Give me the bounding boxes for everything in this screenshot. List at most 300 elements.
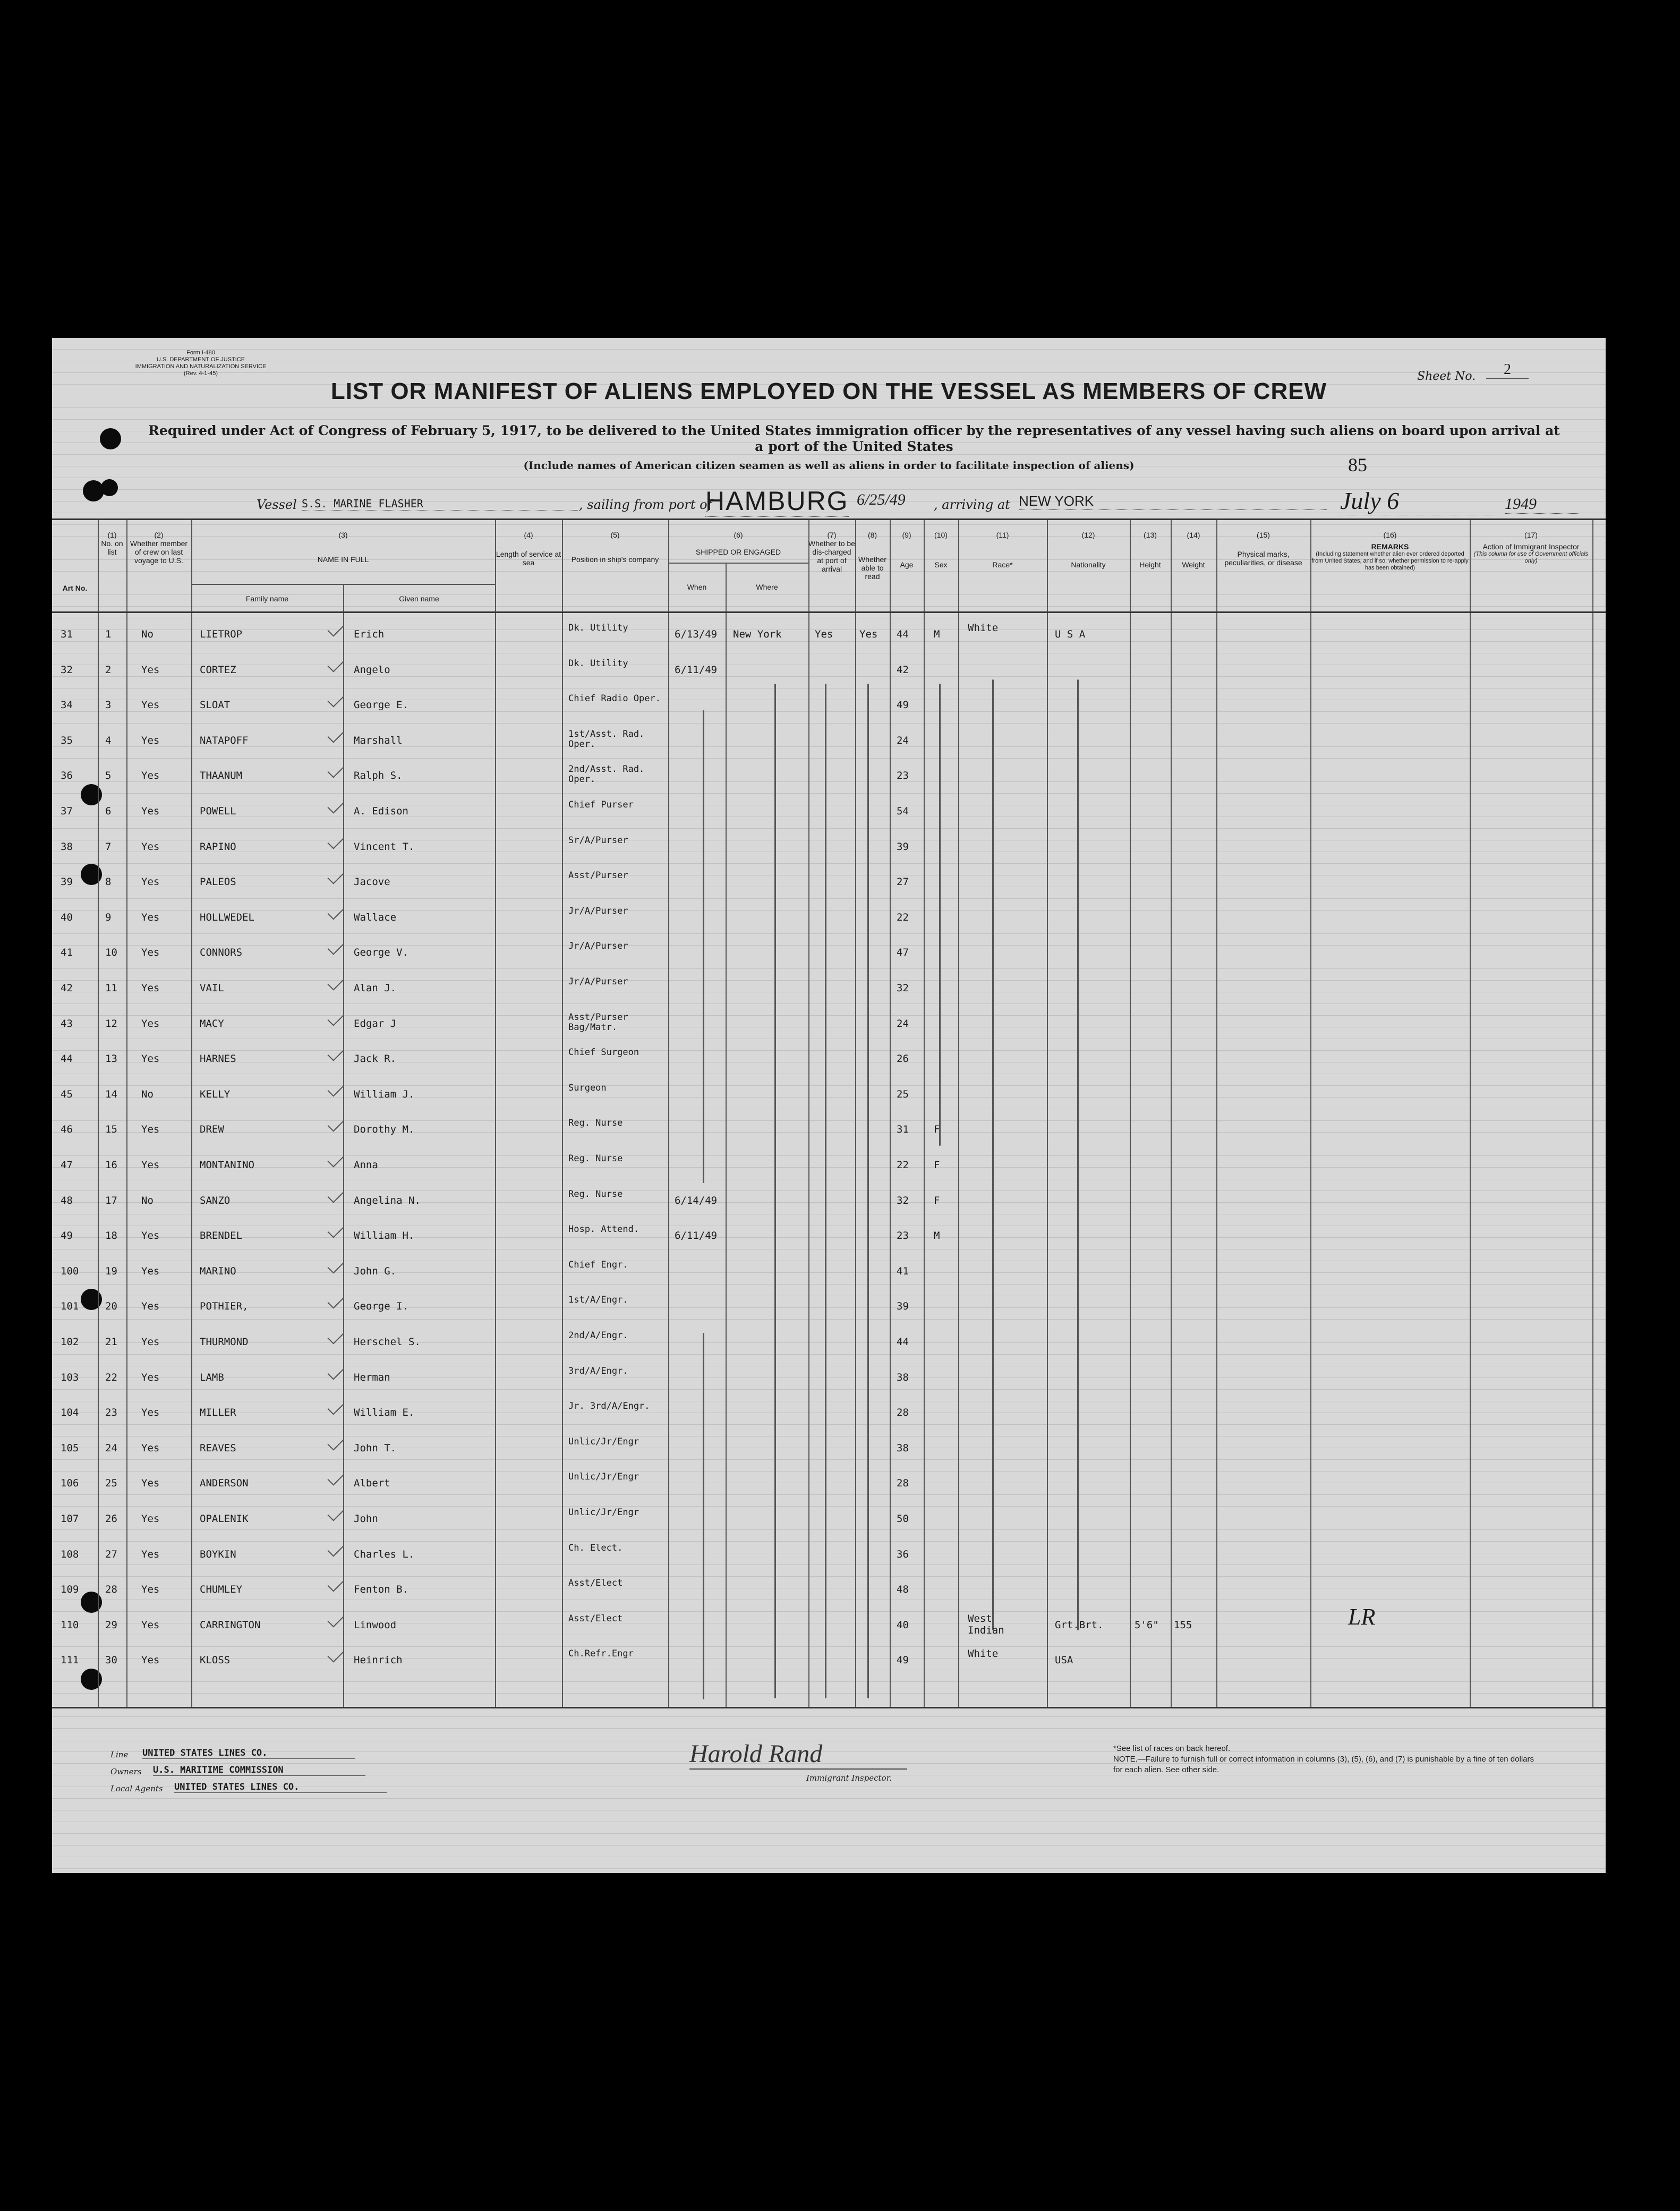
col-header-art: Art No. [62,584,88,592]
row-family-name: CARRINGTON [200,1619,261,1631]
row-last-voyage: Yes [141,1230,160,1242]
row-given-name: Charles L. [354,1548,415,1560]
row-position: Asst/Purser Bag/Matr. [568,1011,628,1033]
row-list-number: 24 [105,1442,117,1454]
table-row [52,794,1606,829]
row-last-voyage: Yes [141,1442,160,1454]
check-mark-icon [327,656,344,672]
row-position: Jr. 3rd/A/Engr. [568,1401,650,1412]
check-mark-icon [327,1292,344,1309]
row-family-name: KLOSS [200,1654,231,1666]
row-age: 49 [897,699,909,711]
check-mark-icon [327,797,344,813]
row-age: 32 [897,982,909,994]
row-given-name: George E. [354,699,408,711]
row-family-name: SANZO [200,1194,231,1206]
row-given-name: Marshall [354,734,403,746]
table-row [52,723,1606,758]
table-row [52,1041,1606,1076]
row-sex: M [934,1230,940,1242]
row-art-number: 105 [61,1442,79,1454]
row-list-number: 7 [105,840,112,853]
row-last-voyage: Yes [141,982,160,994]
row-last-voyage: Yes [141,1159,160,1171]
row-position: Unlic/Jr/Engr [568,1436,639,1447]
col-header-14 [1171,531,1216,569]
row-nationality: USA [1055,1654,1073,1666]
row-position: Surgeon [568,1082,607,1093]
col-label: Whether to be dis-charged at port of arrival [808,539,855,573]
col-number: (14) [1187,531,1200,539]
check-mark-icon [327,1504,344,1521]
row-art-number: 42 [61,982,73,994]
row-given-name: Herschel S. [354,1336,421,1348]
row-given-name: Vincent T. [354,840,415,853]
row-art-number: 107 [61,1513,79,1525]
row-last-voyage: Yes [141,1513,160,1525]
row-race: White [968,1648,999,1660]
row-position: Reg. Nurse [568,1188,623,1200]
check-mark-icon [327,691,344,708]
check-mark-icon [327,1399,344,1415]
row-position: 1st/A/Engr. [568,1295,628,1306]
check-mark-icon [327,1469,344,1486]
row-given-name: Linwood [354,1619,397,1631]
row-given-name: Jacove [354,876,390,888]
row-last-voyage: Yes [141,911,160,923]
row-age: 47 [897,947,909,959]
row-list-number: 18 [105,1230,117,1242]
row-art-number: 43 [61,1017,73,1030]
table-row [52,1077,1606,1112]
row-last-voyage: Yes [141,1477,160,1490]
row-family-name: MILLER [200,1407,236,1419]
col-number: (4) [524,531,533,539]
row-age: 28 [897,1477,909,1490]
port-of-departure: HAMBURG [705,486,849,516]
col-header-6 [668,531,808,556]
col-label: Sex [934,560,948,569]
col-header-13 [1130,531,1171,569]
col-header-12 [1047,531,1130,569]
sheet-number: 2 [1486,361,1529,379]
row-given-name: Erich [354,628,385,640]
row-art-number: 47 [61,1159,73,1171]
table-row [52,1643,1606,1678]
row-family-name: LAMB [200,1371,224,1383]
sailing-date: 6/25/49 [857,491,906,508]
row-position: Dk. Utility [568,658,628,669]
inspector-signature: Harold Rand [689,1739,907,1770]
row-last-voyage: Yes [141,1053,160,1065]
sheet-number-label: Sheet No. [1417,370,1476,383]
row-last-voyage: Yes [141,1265,160,1277]
row-age: 38 [897,1371,909,1383]
arrival-date: July 6 [1340,487,1499,515]
table-row [52,935,1606,970]
col-header-17 [1470,531,1592,565]
row-list-number: 19 [105,1265,117,1277]
table-row [52,1466,1606,1501]
row-family-name: MONTANINO [200,1159,254,1171]
col-label: Length of service at sea [496,550,561,567]
row-family-name: POWELL [200,805,236,817]
row-position: 2nd/A/Engr. [568,1330,628,1341]
row-position: Jr/A/Purser [568,976,628,987]
row-art-number: 111 [61,1654,79,1666]
check-mark-icon [327,1646,344,1663]
vessel-label: Vessel [257,497,297,512]
table-row [52,1254,1606,1289]
row-list-number: 4 [105,734,112,746]
check-mark-icon [327,832,344,849]
table-row [52,1289,1606,1324]
punch-hole [83,480,104,501]
row-family-name: ANDERSON [200,1477,249,1490]
sailing-label: , sailing from port of [579,497,712,512]
row-last-voyage: Yes [141,1654,160,1666]
row-given-name: John T. [354,1442,397,1454]
col-header-10 [924,531,958,569]
col-number: (13) [1144,531,1157,539]
check-mark-icon [327,620,344,636]
row-last-voyage: Yes [141,1584,160,1596]
row-nationality: Grt.Brt. [1055,1619,1104,1631]
row-age: 39 [897,840,909,853]
row-last-voyage: Yes [141,1371,160,1383]
row-age: 44 [897,1336,909,1348]
table-row [52,1360,1606,1395]
table-row [52,900,1606,935]
row-age: 41 [897,1265,909,1277]
races-note: *See list of races on back hereof. [1113,1744,1231,1753]
row-art-number: 36 [61,770,73,782]
col-header-7 [808,531,855,573]
row-position: Chief Engr. [568,1259,628,1270]
col-number: (1) [107,531,117,539]
check-mark-icon [327,903,344,920]
row-last-voyage: No [141,1088,153,1100]
row-sex: M [934,628,940,640]
col-header-16 [1310,531,1470,572]
form-line: U.S. DEPARTMENT OF JUSTICE [156,356,245,363]
row-age: 49 [897,1654,909,1666]
row-position: Chief Purser [568,800,634,810]
row-list-number: 13 [105,1053,117,1065]
col-label: SHIPPED OR ENGAGED [695,548,781,556]
row-family-name: REAVES [200,1442,236,1454]
row-position: Unlic/Jr/Engr [568,1472,639,1483]
page-number: 85 [1348,454,1367,475]
inspector-label: Immigrant Inspector. [806,1773,892,1783]
row-position: Chief Radio Oper. [568,693,661,704]
row-position: Chief Surgeon [568,1047,639,1058]
row-family-name: THAANUM [200,770,243,782]
row-age: 23 [897,770,909,782]
row-family-name: MACY [200,1017,224,1030]
row-position: 2nd/Asst. Rad. Oper. [568,764,645,785]
page-title: LIST OR MANIFEST OF ALIENS EMPLOYED ON THE VESSEL AS MEMBERS OF CREW [330,378,1327,404]
table-row [52,1603,1606,1643]
col-number: (7) [827,531,837,539]
row-last-voyage: Yes [141,1017,160,1030]
line-label: Line [110,1750,129,1759]
row-given-name: Heinrich [354,1654,403,1666]
row-position: Asst/Elect [568,1578,623,1589]
table-row [52,1218,1606,1253]
col-label: NAME IN FULL [317,555,369,564]
row-given-name: William J. [354,1088,415,1100]
row-age: 22 [897,1159,909,1171]
row-given-name: William H. [354,1230,415,1242]
port-of-arrival: NEW YORK [1019,493,1327,510]
col-number: (2) [154,531,164,539]
row-art-number: 44 [61,1053,73,1065]
row-art-number: 102 [61,1336,79,1348]
col-label: Height [1139,560,1161,569]
row-position: Reg. Nurse [568,1153,623,1164]
row-shipped-when: 6/11/49 [675,1230,718,1242]
row-family-name: BOYKIN [200,1548,236,1560]
check-mark-icon [327,1222,344,1238]
row-list-number: 5 [105,770,112,782]
row-given-name: John [354,1513,378,1525]
row-last-voyage: Yes [141,840,160,853]
row-family-name: SLOAT [200,699,231,711]
row-shipped-when: 6/11/49 [675,664,718,676]
row-last-voyage: Yes [141,876,160,888]
row-position: Unlic/Jr/Engr [568,1507,639,1518]
form-line: (Rev. 4-1-45) [184,370,218,377]
col-label: Age [900,560,914,569]
table-row [52,1324,1606,1359]
row-given-name: Herman [354,1371,390,1383]
col-header-8 [855,531,890,581]
row-art-number: 46 [61,1124,73,1136]
row-last-voyage: No [141,1194,153,1206]
col-header-1 [98,531,126,556]
table-row [52,971,1606,1006]
footer-notes [1113,1744,1538,1775]
row-given-name: George I. [354,1300,408,1313]
row-given-name: Anna [354,1159,378,1171]
col-header-5 [562,531,668,564]
row-family-name: CHUMLEY [200,1584,243,1596]
manifest-sheet [52,338,1606,1873]
check-mark-icon [327,1151,344,1167]
row-age: 40 [897,1619,909,1631]
row-family-name: RAPINO [200,840,236,853]
row-list-number: 22 [105,1371,117,1383]
check-mark-icon [327,1257,344,1273]
col-header-family: Family name [245,594,289,603]
row-last-voyage: Yes [141,1548,160,1560]
row-list-number: 11 [105,982,117,994]
row-family-name: MARINO [200,1265,236,1277]
col-label: Physical marks, peculiarities, or disease [1224,550,1302,567]
check-mark-icon [327,1540,344,1557]
row-family-name: VAIL [200,982,224,994]
check-mark-icon [327,1576,344,1592]
row-age: 25 [897,1088,909,1100]
row-art-number: 103 [61,1371,79,1383]
row-family-name: OPALENIK [200,1513,249,1525]
table-row [52,652,1606,687]
row-last-voyage: Yes [141,734,160,746]
row-position: Dk. Utility [568,623,628,633]
col-header-11 [958,531,1047,569]
col-header-4 [495,531,562,567]
col-number: (16) [1383,531,1397,539]
row-art-number: 49 [61,1230,73,1242]
col-header-given: Given name [399,594,439,603]
col-number: (3) [338,531,348,539]
row-remark: LR [1348,1603,1376,1630]
row-art-number: 100 [61,1265,79,1277]
row-height: 5'6" [1135,1619,1159,1631]
col-header-3 [191,531,495,564]
local-agents-label: Local Agents [110,1784,163,1793]
col-header-15 [1216,531,1310,567]
check-mark-icon [327,974,344,990]
col-sublabel: (Including statement whether alien ever ordered deported from United States, and if so, whether permission to re-apply has been obtained) [1311,551,1469,571]
row-art-number: 40 [61,911,73,923]
vessel-line [148,488,1582,520]
check-mark-icon [327,762,344,778]
row-list-number: 14 [105,1088,117,1100]
penalty-note: NOTE.—Failure to furnish full or correct information in columns (3), (5), (6), and (7) is punishable by a fine of ten dollars for each alien. See other side. [1113,1755,1534,1774]
row-sex: F [934,1124,940,1136]
row-list-number: 15 [105,1124,117,1136]
check-mark-icon [327,1116,344,1132]
row-shipped-where: New York [733,628,782,640]
row-art-number: 101 [61,1300,79,1313]
row-art-number: 106 [61,1477,79,1490]
line-value: UNITED STATES LINES CO. [142,1748,355,1759]
row-list-number: 17 [105,1194,117,1206]
row-art-number: 35 [61,734,73,746]
punch-hole [100,428,121,449]
col-number: (12) [1081,531,1095,539]
check-mark-icon [327,1009,344,1026]
check-mark-icon [327,726,344,743]
row-age: 50 [897,1513,909,1525]
row-given-name: Edgar J [354,1017,397,1030]
row-sex: F [934,1159,940,1171]
manifest-footer [52,1708,1606,1873]
row-family-name: POTHIER, [200,1300,249,1313]
row-position: Asst/Purser [568,870,628,881]
row-age: 32 [897,1194,909,1206]
table-row [52,829,1606,864]
row-art-number: 109 [61,1584,79,1596]
row-given-name: A. Edison [354,805,408,817]
col-number: (15) [1257,531,1270,539]
include-notice: (Include names of American citizen seamen as well as aliens in order to facilitate inspection of aliens) [523,459,1135,472]
row-position: 1st/Asst. Rad. Oper. [568,728,645,750]
check-mark-icon [327,1611,344,1627]
row-family-name: LIETROP [200,628,243,640]
table-row [52,1112,1606,1147]
row-list-number: 16 [105,1159,117,1171]
row-last-voyage: Yes [141,1407,160,1419]
row-list-number: 2 [105,664,112,676]
row-list-number: 6 [105,805,112,817]
col-sublabel: (This column for use of Government officials only) [1473,551,1589,564]
row-art-number: 31 [61,628,73,640]
row-age: 31 [897,1124,909,1136]
table-row [52,1183,1606,1218]
row-list-number: 21 [105,1336,117,1348]
row-list-number: 3 [105,699,112,711]
row-art-number: 37 [61,805,73,817]
table-row [52,864,1606,899]
row-list-number: 1 [105,628,112,640]
row-race: White [968,622,999,634]
row-position: 3rd/A/Engr. [568,1365,628,1376]
row-position: Jr/A/Purser [568,941,628,952]
row-family-name: HARNES [200,1053,236,1065]
table-row [52,1395,1606,1430]
row-family-name: PALEOS [200,876,236,888]
row-weight: 155 [1174,1619,1192,1631]
col-header-2 [126,531,191,565]
table-row [52,617,1606,652]
check-mark-icon [327,939,344,955]
row-last-voyage: Yes [141,770,160,782]
row-position: Ch. Elect. [568,1542,623,1553]
table-row [52,1147,1606,1183]
row-art-number: 41 [61,947,73,959]
row-art-number: 32 [61,664,73,676]
table-row [52,758,1606,793]
row-given-name: George V. [354,947,408,959]
row-age: 24 [897,1017,909,1030]
row-shipped-when: 6/14/49 [675,1194,718,1206]
vessel-name: S.S. MARINE FLASHER [302,497,578,511]
owners-label: Owners [110,1767,142,1776]
row-age: 22 [897,911,909,923]
col-number: (6) [734,531,743,539]
row-age: 24 [897,734,909,746]
col-number: (5) [610,531,620,539]
row-age: 42 [897,664,909,676]
row-list-number: 23 [105,1407,117,1419]
row-last-voyage: Yes [141,1124,160,1136]
arriving-label: , arriving at [934,497,1010,512]
row-last-voyage: Yes [141,947,160,959]
row-position: Hosp. Attend. [568,1224,639,1235]
row-family-name: NATAPOFF [200,734,249,746]
check-mark-icon [327,1434,344,1450]
col-label: Whether able to read [858,555,886,581]
col-label: Race* [992,560,1013,569]
row-shipped-when: 6/13/49 [675,628,718,640]
row-age: 28 [897,1407,909,1419]
row-list-number: 25 [105,1477,117,1490]
row-family-name: HOLLWEDEL [200,911,254,923]
row-list-number: 10 [105,947,117,959]
check-mark-icon [327,1186,344,1203]
row-art-number: 110 [61,1619,79,1631]
form-line: Form I-480 [186,350,215,356]
row-given-name: Dorothy M. [354,1124,415,1136]
row-last-voyage: Yes [141,664,160,676]
row-list-number: 20 [105,1300,117,1313]
row-family-name: DREW [200,1124,224,1136]
table-row [52,1501,1606,1536]
col-number: (17) [1524,531,1538,539]
